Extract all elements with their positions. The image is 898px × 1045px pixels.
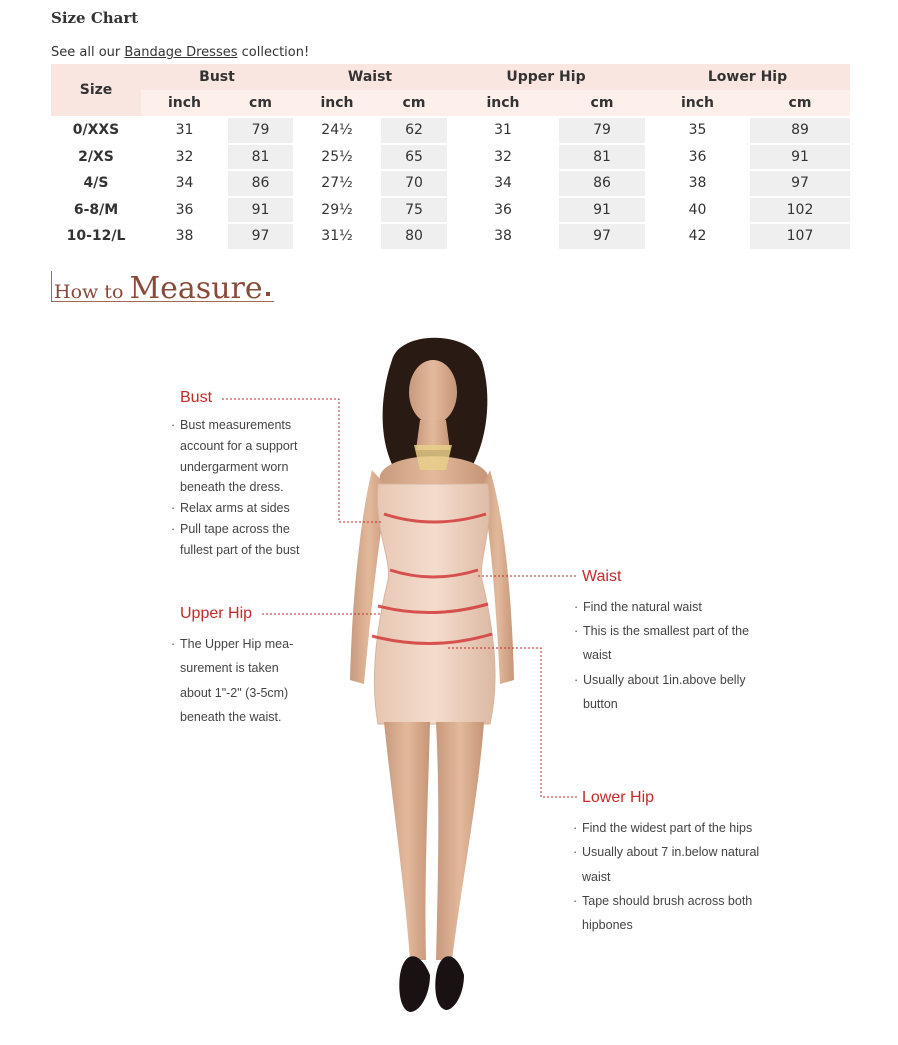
instruction-bullet bbox=[573, 889, 759, 938]
table-cell: 97 bbox=[559, 222, 645, 249]
table-cell: 89 bbox=[750, 116, 850, 143]
table-cell: 34 bbox=[447, 169, 559, 196]
lower-hip-header: Lower Hip bbox=[645, 64, 850, 90]
size-label: 0/XXS bbox=[51, 116, 141, 143]
instruction-bullet bbox=[171, 498, 300, 519]
instruction-line: waist bbox=[583, 648, 612, 663]
table-cell: 36 bbox=[141, 196, 228, 223]
instruction-line: · The Upper Hip mea- bbox=[180, 637, 294, 651]
table-cell: 81 bbox=[559, 143, 645, 170]
table-cell: 91 bbox=[228, 196, 293, 223]
table-cell: 81 bbox=[228, 143, 293, 170]
table-cell: 32 bbox=[447, 143, 559, 170]
instruction-line: · Relax arms at sides bbox=[180, 501, 290, 516]
instruction-line: · Usually about 7 in.below natural bbox=[582, 845, 760, 860]
table-cell: 107 bbox=[750, 222, 850, 249]
table-cell: 79 bbox=[228, 116, 293, 143]
table-cell: 32 bbox=[141, 143, 228, 170]
table-cell: 35 bbox=[645, 116, 750, 143]
size-label: 4/S bbox=[51, 169, 141, 196]
instruction-bullet bbox=[574, 619, 749, 667]
instruction-line: beneath the dress. bbox=[180, 480, 284, 495]
instruction-line: · Tape should brush across both bbox=[582, 893, 753, 908]
bandage-dresses-link[interactable]: Bandage Dresses bbox=[124, 45, 238, 60]
upper-hip-instructions bbox=[171, 632, 293, 729]
table-cell: 97 bbox=[228, 222, 293, 249]
table-cell: 65 bbox=[381, 143, 447, 170]
table-cell: 36 bbox=[645, 143, 750, 170]
instruction-bullet bbox=[171, 632, 293, 729]
instruction-line: · Pull tape across the bbox=[180, 521, 290, 536]
table-cell: 38 bbox=[645, 169, 750, 196]
table-cell: 36 bbox=[447, 196, 559, 223]
size-header: Size bbox=[51, 64, 141, 116]
table-cell: 86 bbox=[228, 169, 293, 196]
table-cell: 40 bbox=[645, 196, 750, 223]
intro-prefix: See all our bbox=[51, 45, 125, 60]
upper-hip-heading: Upper Hip bbox=[180, 605, 253, 622]
table-cell: 75 bbox=[381, 196, 447, 223]
instruction-line: · Find the widest part of the hips bbox=[582, 821, 753, 835]
table-cell: 91 bbox=[559, 196, 645, 223]
table-cell: 86 bbox=[559, 169, 645, 196]
instruction-line: undergarment worn bbox=[180, 459, 289, 474]
table-cell: 31 bbox=[141, 116, 228, 143]
table-cell: 34 bbox=[141, 169, 228, 196]
how-to-big: Measure bbox=[129, 271, 263, 306]
instruction-line: · Usually about 1in.above belly bbox=[583, 672, 746, 687]
instruction-bullet bbox=[573, 816, 759, 840]
instruction-bullet bbox=[574, 668, 749, 716]
upper-hip-header: Upper Hip bbox=[447, 64, 645, 90]
unit-cm: cm bbox=[228, 90, 293, 116]
instruction-line: · Find the natural waist bbox=[583, 600, 702, 614]
instruction-bullet bbox=[171, 519, 300, 561]
table-cell: 79 bbox=[559, 116, 645, 143]
table-cell: 62 bbox=[381, 116, 447, 143]
unit-cm: cm bbox=[750, 90, 850, 116]
unit-inch: inch bbox=[447, 90, 559, 116]
table-cell: 31 bbox=[447, 116, 559, 143]
table-cell: 24½ bbox=[293, 116, 381, 143]
lower-hip-instructions bbox=[573, 816, 759, 937]
unit-inch: inch bbox=[141, 90, 228, 116]
instruction-line: fullest part of the bust bbox=[180, 542, 300, 557]
how-to-small: How to bbox=[54, 281, 130, 303]
table-cell: 25½ bbox=[293, 143, 381, 170]
instruction-line: · This is the smallest part of the bbox=[583, 624, 750, 639]
waist-instructions bbox=[574, 595, 749, 716]
size-label: 10-12/L bbox=[51, 222, 141, 249]
intro-suffix: collection! bbox=[237, 45, 310, 60]
table-cell: 31½ bbox=[293, 222, 381, 249]
instruction-line: hipbones bbox=[582, 918, 633, 933]
unit-inch: inch bbox=[293, 90, 381, 116]
instruction-line: waist bbox=[582, 869, 611, 884]
table-cell: 38 bbox=[447, 222, 559, 249]
table-cell: 38 bbox=[141, 222, 228, 249]
table-cell: 70 bbox=[381, 169, 447, 196]
size-label: 2/XS bbox=[51, 143, 141, 170]
instruction-line: about 1"-2" (3-5cm) bbox=[180, 685, 289, 700]
instruction-bullet bbox=[171, 415, 300, 498]
instruction-line: button bbox=[583, 696, 618, 711]
size-label: 6-8/M bbox=[51, 196, 141, 223]
table-cell: 42 bbox=[645, 222, 750, 249]
unit-cm: cm bbox=[559, 90, 645, 116]
bust-header: Bust bbox=[141, 64, 293, 90]
table-cell: 102 bbox=[750, 196, 850, 223]
instruction-line: beneath the waist. bbox=[180, 709, 282, 724]
table-cell: 27½ bbox=[293, 169, 381, 196]
instruction-line: · Bust measurements bbox=[180, 418, 292, 432]
instruction-line: surement is taken bbox=[180, 661, 279, 676]
unit-cm: cm bbox=[381, 90, 447, 116]
waist-header: Waist bbox=[293, 64, 447, 90]
instruction-bullet bbox=[574, 595, 749, 619]
table-cell: 29½ bbox=[293, 196, 381, 223]
bust-heading: Bust bbox=[180, 389, 213, 406]
instruction-bullet bbox=[573, 840, 759, 889]
table-cell: 97 bbox=[750, 169, 850, 196]
unit-inch: inch bbox=[645, 90, 750, 116]
instruction-line: account for a support bbox=[180, 438, 298, 453]
table-cell: 80 bbox=[381, 222, 447, 249]
table-cell: 91 bbox=[750, 143, 850, 170]
waist-heading: Waist bbox=[582, 568, 622, 585]
lower-hip-heading: Lower Hip bbox=[582, 789, 655, 806]
bust-instructions bbox=[171, 415, 300, 561]
page-title: Size Chart bbox=[51, 9, 139, 27]
